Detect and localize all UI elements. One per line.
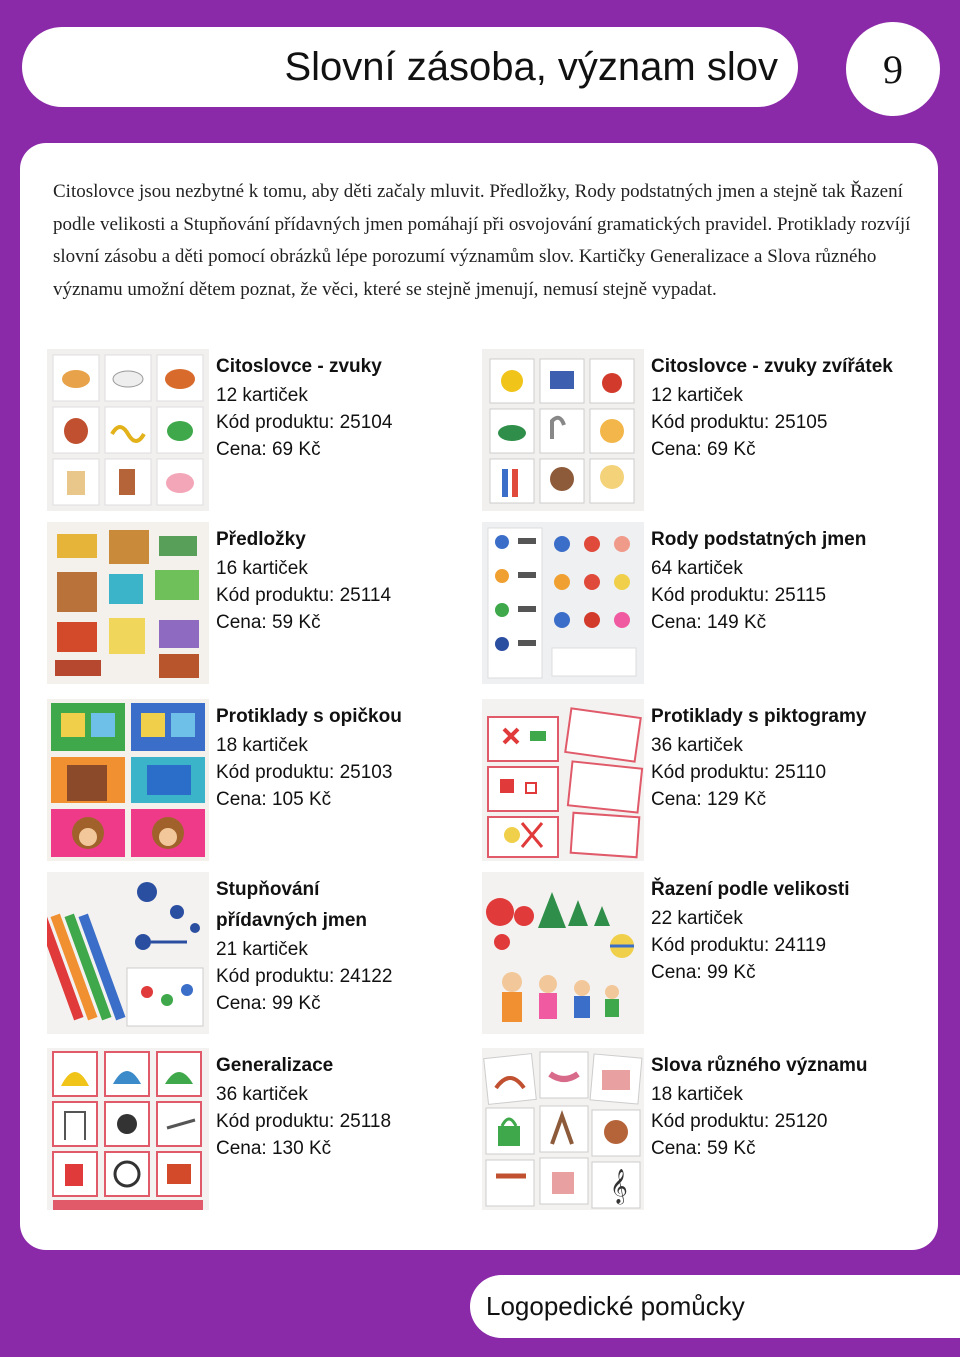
product-name: Slova různého významu xyxy=(651,1055,868,1076)
title-banner xyxy=(22,27,798,107)
product-photo xyxy=(482,522,644,684)
product-name: Rody podstatných jmen xyxy=(651,529,867,550)
product-citoslovce-zvuky xyxy=(47,349,477,511)
product-photo xyxy=(482,872,644,1034)
product-name: Stupňování xyxy=(216,879,320,900)
product-price: Cena: 149 Kč xyxy=(651,612,767,633)
card-count: 18 kartiček xyxy=(216,735,308,756)
product-name: Generalizace xyxy=(216,1055,334,1076)
intro-paragraph: Citoslovce jsou nezbytné k tomu, aby děti začaly mluvit. Předložky, Rody podstatných jmen a stejně tak Řazení podle velikosti a Stupňování přídavných jmen pomáhají při osvojování gramatických pravidel. Protiklady rozvíjí slovní zásobu a děti pomocí obrázků lépe porozumí významům slov. Kartičky Generalizace a Slova různého významu umožní dětem poznat, že věci, které se stejně jmenují, nemusí stejně vypadat. xyxy=(53,181,911,300)
product-code: Kód produktu: 24119 xyxy=(651,935,827,956)
product-photo xyxy=(47,699,209,861)
product-photo xyxy=(47,522,209,684)
footer-banner xyxy=(470,1275,960,1338)
card-count: 21 kartiček xyxy=(216,939,308,960)
product-name: Citoslovce - zvuky zvířátek xyxy=(651,356,893,377)
page-title: Slovní zásoba, význam slov xyxy=(284,44,778,89)
product-name: Předložky xyxy=(216,529,306,550)
product-predlozky xyxy=(47,522,477,684)
product-price: Cena: 129 Kč xyxy=(651,789,767,810)
product-code: Kód produktu: 25118 xyxy=(216,1111,392,1132)
svg-text:𝄞: 𝄞 xyxy=(610,1170,628,1203)
product-code: Kód produktu: 24122 xyxy=(216,966,393,987)
product-price: Cena: 59 Kč xyxy=(216,612,321,633)
card-count: 12 kartiček xyxy=(216,385,308,406)
product-stupnovani-pridavnych-jmen xyxy=(47,872,477,1034)
card-count: 18 kartiček xyxy=(651,1084,743,1105)
card-count: 12 kartiček xyxy=(651,385,743,406)
card-count: 64 kartiček xyxy=(651,558,743,579)
product-price: Cena: 69 Kč xyxy=(216,439,321,460)
product-name-line2: přídavných jmen xyxy=(216,910,367,931)
card-count: 36 kartiček xyxy=(651,735,743,756)
page-number: 9 xyxy=(846,22,940,116)
product-razeni-podle-velikosti xyxy=(482,872,912,1034)
product-price: Cena: 130 Kč xyxy=(216,1138,332,1159)
product-slova-ruzneho-vyznamu xyxy=(482,1048,912,1210)
card-count: 36 kartiček xyxy=(216,1084,308,1105)
product-photo xyxy=(47,872,209,1034)
product-price: Cena: 69 Kč xyxy=(651,439,756,460)
product-photo xyxy=(482,349,644,511)
product-code: Kód produktu: 25103 xyxy=(216,762,393,783)
product-photo xyxy=(47,349,209,511)
product-name: Řazení podle velikosti xyxy=(651,879,850,900)
content-panel xyxy=(20,143,938,1250)
product-protiklady-s-piktogramy xyxy=(482,699,912,861)
product-protiklady-s-opickou xyxy=(47,699,477,861)
product-code: Kód produktu: 25120 xyxy=(651,1111,828,1132)
product-code: Kód produktu: 25104 xyxy=(216,412,393,433)
product-price: Cena: 99 Kč xyxy=(216,993,321,1014)
product-price: Cena: 105 Kč xyxy=(216,789,332,810)
product-photo xyxy=(47,1048,209,1210)
product-price: Cena: 59 Kč xyxy=(651,1138,756,1159)
product-code: Kód produktu: 25110 xyxy=(651,762,827,783)
product-name: Protiklady s opičkou xyxy=(216,706,402,727)
product-generalizace xyxy=(47,1048,477,1210)
product-name: Protiklady s piktogramy xyxy=(651,706,867,727)
product-code: Kód produktu: 25105 xyxy=(651,412,828,433)
product-name: Citoslovce - zvuky xyxy=(216,356,382,377)
product-code: Kód produktu: 25114 xyxy=(216,585,392,606)
product-code: Kód produktu: 25115 xyxy=(651,585,827,606)
card-count: 22 kartiček xyxy=(651,908,743,929)
product-rody-podstatnych-jmen xyxy=(482,522,912,684)
product-photo xyxy=(482,1048,644,1210)
product-price: Cena: 99 Kč xyxy=(651,962,756,983)
product-photo xyxy=(482,699,644,861)
product-citoslovce-zvuky-zviratek xyxy=(482,349,912,511)
footer-label: Logopedické pomůcky xyxy=(486,1291,745,1321)
card-count: 16 kartiček xyxy=(216,558,308,579)
